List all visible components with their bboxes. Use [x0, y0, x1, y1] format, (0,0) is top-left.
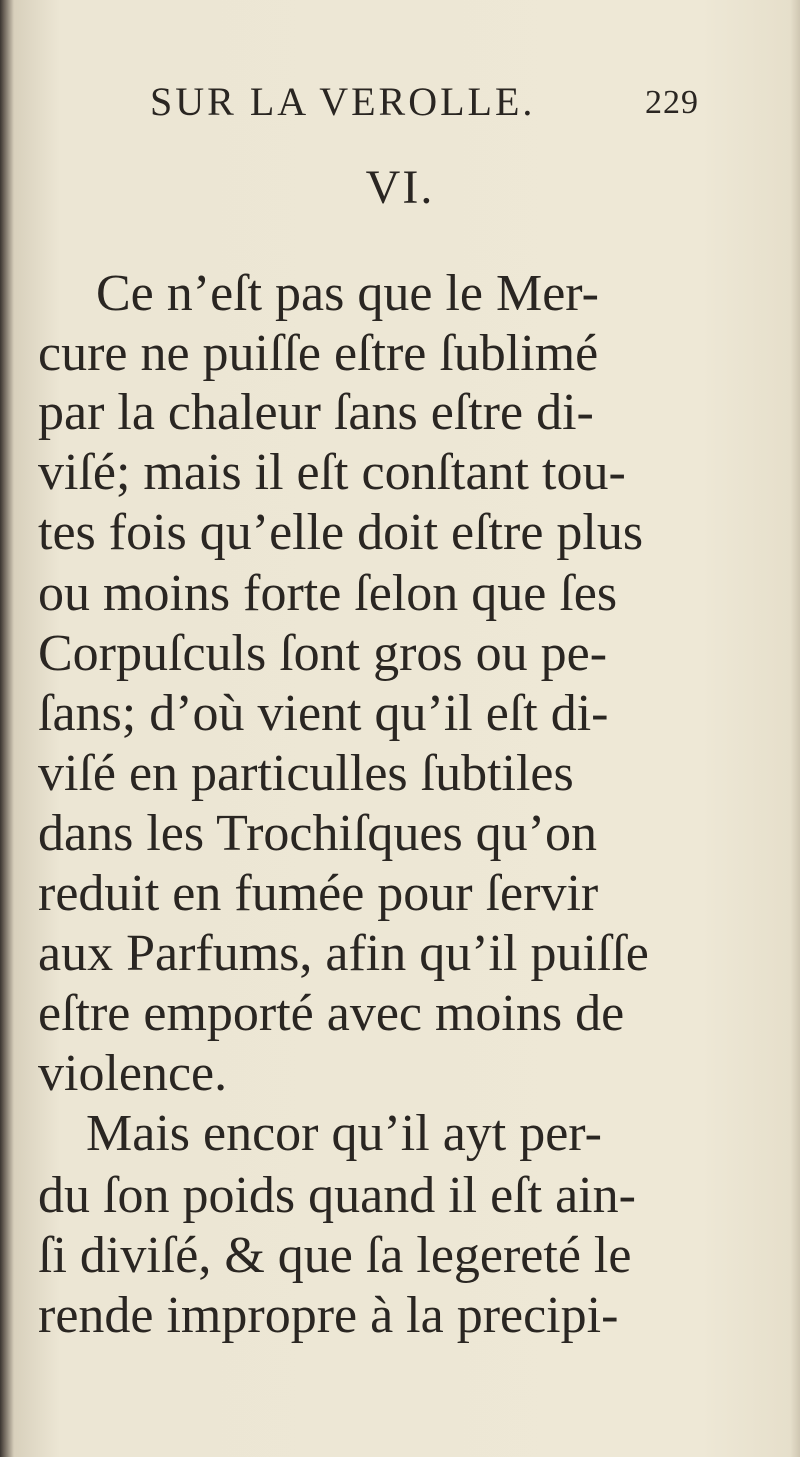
text-line: viſé; mais il eſt conſtant tou- — [38, 444, 626, 501]
text-line: tes fois qu’elle doit eſtre plus — [38, 504, 644, 561]
text-line: Ce n’eſt pas que le Mer- — [96, 265, 599, 322]
text-line: du ſon poids quand il eſt ain- — [38, 1167, 636, 1224]
page-header — [150, 78, 750, 128]
section-title: VI. — [365, 161, 435, 214]
text-line: reduit en fumée pour ſervir — [38, 865, 599, 922]
text-line: ou moins forte ſelon que ſes — [38, 565, 618, 622]
text-line: cure ne puiſſe eſtre ſublimé — [38, 325, 599, 382]
text-line: ſans; d’où vient qu’il eſt di- — [38, 685, 609, 742]
running-head: SUR LA VEROLLE. — [150, 79, 536, 124]
text-line: dans les Trochiſques qu’on — [38, 805, 597, 862]
text-line: Corpuſculs ſont gros ou pe- — [38, 625, 608, 682]
text-line: Mais encor qu’il ayt per- — [86, 1105, 602, 1162]
text-line: aux Parfums, afin qu’il puiſſe — [38, 925, 649, 982]
text-line: ſi diviſé, & que ſa legereté le — [38, 1227, 632, 1284]
page-number: 229 — [645, 84, 699, 121]
text-line: rende impropre à la precipi- — [38, 1287, 619, 1344]
text-line: eſtre emporté avec moins de — [38, 985, 625, 1042]
text-line: violence. — [38, 1045, 228, 1102]
text-line: par la chaleur ſans eſtre di- — [38, 384, 594, 441]
text-line: viſé en particulles ſubtiles — [38, 745, 574, 802]
